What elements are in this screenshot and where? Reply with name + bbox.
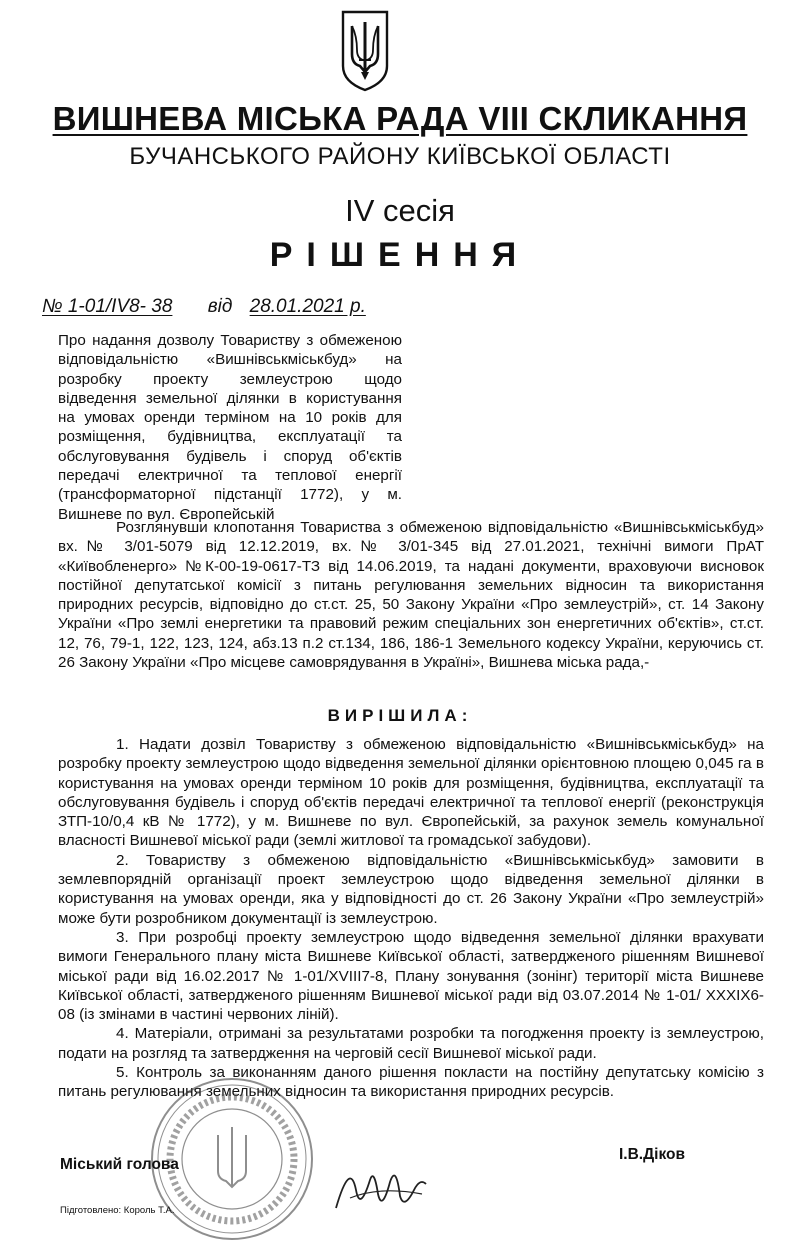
date-preposition: від	[207, 296, 233, 317]
decision-number-line	[42, 296, 366, 318]
decision-points	[58, 735, 764, 1102]
decision-point: 2. Товариству з обмеженою відповідальністю «Вишнівськміськбуд» замовити в землевпорядній організації проект землеустрою щодо відведення земельної ділянки в користування на умовах оренди, яка у відповідності до ст. 26 Закону України «Про землеустрій» може бути розробником документації із землеустрою.	[58, 851, 764, 927]
org-title: ВИШНЕВА МІСЬКА РАДА VIII СКЛИКАННЯ	[52, 100, 748, 137]
document-type: РІШЕННЯ	[269, 236, 531, 274]
decision-subject: Про надання дозволу Товариству з обмеженою відповідальністю «Вишнівськміськбуд» на розробку проекту землеустрою щодо відведення земельної ділянки в користування на умовах оренди терміном на 10 років для розміщення, будівництва, експлуатації та обслуговування будівель і споруд об'єктів передачі електричної та теплової енергії (трансформаторної підстанції 1772), у м. Вишневе по вул. Європейській	[58, 332, 402, 523]
trident-coat-of-arms-icon	[340, 10, 390, 92]
decision-point: 5. Контроль за виконанням даного рішення покласти на постійну депутатську комісію з питань регулювання земельних відносин та використання природних ресурсів.	[58, 1064, 764, 1101]
decision-point: 3. При розробці проекту землеустрою щодо відведення земельної ділянки врахувати вимоги Генерального плану міста Вишневе Київської області, затвердженого рішенням Вишневої міської ради від 16.02.2017 № 1-01/XVIII7-8, Плану зонування (зонінг) території міста Вишневе Київської області, затвердженого рішенням Вишневої міської ради від 03.07.2014 № 1-01/ XXXIX6-08 (із змінами в частині червоних ліній).	[58, 928, 764, 1024]
org-subtitle: БУЧАНСЬКОГО РАЙОНУ КИЇВСЬКОЇ ОБЛАСТІ	[129, 143, 671, 170]
session-label: IV сесія	[345, 193, 455, 228]
signatory-position: Міський голова	[60, 1156, 179, 1173]
signatory-name: І.В.Діков	[619, 1146, 686, 1163]
decision-number: № 1-01/IV8- 38	[42, 296, 173, 317]
preamble	[58, 518, 764, 672]
preamble-text: Розглянувши клопотання Товариства з обмеженою відповідальністю «Вишнівськміськбуд» вх.№ 3/01-5079 від 12.12.2019, вх.№ 3/01-345 від 27.01.2021, технічні вимоги ПрАТ «Київобленерго» №К-00-19-0617-ТЗ від 14.06.2019, та надані документи, враховуючи висновок постійної депутатської комісії з питань регулювання земельних відносин та використання природних ресурсів, відповідно до ст.ст. 25, 50 Закону України «Про землеустрій», ст. 14 Закону України «Про землі енергетики та правовий режим спеціальних зон енергетичних об'єктів», ст.ст. 12, 76, 79-1, 122, 123, 124, абз.13 п.2 ст.134, 186, 186-1 Земельного кодексу України, керуючись ст. 26 Закону України «Про місцеве самоврядування в Україні», Вишнева міська рада,-	[58, 519, 764, 672]
resolved-heading: ВИРІШИЛА:	[327, 706, 473, 725]
prepared-by: Підготовлено: Король Т.А.	[60, 1205, 175, 1216]
decision-point: 4. Матеріали, отримані за результатами розробки та погодження проекту із землеустрою, подати на розгляд та затвердження на черговій сесії Вишневої міської ради.	[58, 1025, 764, 1062]
decision-date: 28.01.2021 р.	[249, 296, 366, 317]
decision-point: 1. Надати дозвіл Товариству з обмеженою відповідальністю «Вишнівськміськбуд» на розробку проекту землеустрою щодо відведення земельної ділянки орієнтовною площею 0,045 га в користування на умовах оренди терміном 10 років для розміщення, будівництва, експлуатації та обслуговування будівель і споруд об'єктів передачі електричної та теплової енергії (реконструкція ЗТП-10/0,4 кВ № 1772), у м. Вишневе по вул. Європейській, за рахунок земель комунальної власності Вишневої міської ради (землі житлової та громадської забудови).	[58, 736, 764, 850]
handwritten-signature-icon	[330, 1150, 430, 1220]
